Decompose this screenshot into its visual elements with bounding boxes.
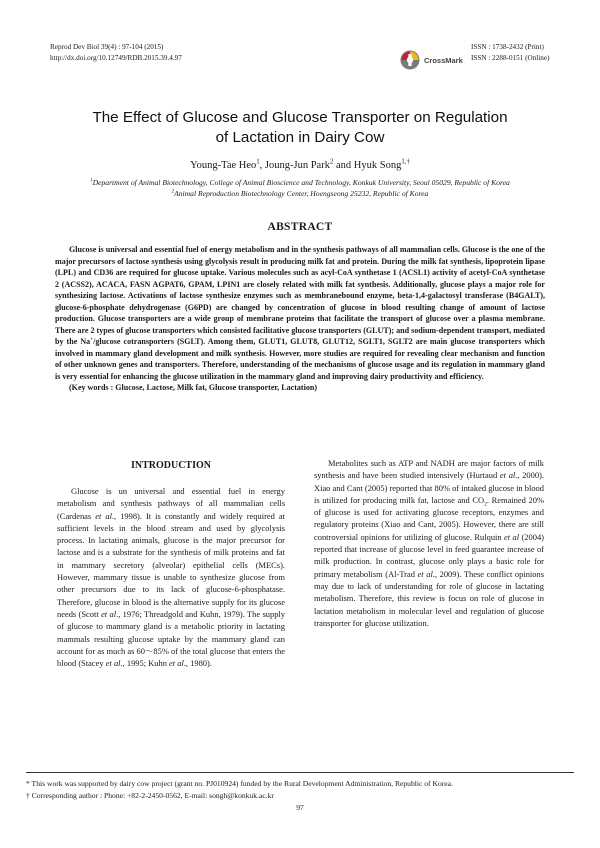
et-al-italic: et al bbox=[95, 510, 112, 521]
author-3-name: Hyuk Song bbox=[353, 160, 402, 171]
et-al-italic: et al bbox=[169, 658, 184, 669]
issn-print: ISSN : 1738-2432 (Print) bbox=[471, 43, 544, 51]
paper-title bbox=[40, 108, 560, 148]
footnote-mark: † bbox=[26, 791, 30, 800]
author-separator-2: and bbox=[333, 160, 354, 171]
text-run: . Remained 20% of glucose is used for activating glucose receptors, enzymes and regulatory proteins (Xiao and Cant, 2005). However, there are still controversial opinions for utilizing of glucose. Rulquin bbox=[314, 494, 544, 542]
co2-subscript: 2 bbox=[484, 501, 487, 508]
issn-online: ISSN : 2288-0151 (Online) bbox=[471, 54, 550, 62]
crossmark-icon bbox=[400, 50, 420, 70]
doi-line[interactable]: http://dx.doi.org/10.12749/RDB.2015.39.4.97 bbox=[50, 54, 182, 62]
text-run: (2004) reported that increase of glucose level in feed guarantee increase of milk production. In contrast, glucose only plays a basic role for primary metabolism (Al-Trad bbox=[314, 531, 544, 579]
text-run: ., 1995; Kuhn bbox=[120, 658, 170, 669]
author-separator-1: , bbox=[259, 160, 265, 171]
footnote-corresponding bbox=[26, 790, 586, 802]
et-al-italic: et al bbox=[504, 531, 520, 542]
text-run: ., 1980). bbox=[183, 658, 212, 669]
intro-paragraph-1 bbox=[57, 485, 285, 669]
text-run: Metabolites such as ATP and NADH are major factors of milk synthesis and have been studied intensively (Hurtaud bbox=[314, 458, 544, 481]
journal-line: Reprod Dev Biol 39(4) : 97-104 (2015) bbox=[50, 43, 164, 51]
affiliation-1-text: Department of Animal Biotechnology, College of Animal Bioscience and Technology, Konkuk University, Seoul 05029, Republic of Korea bbox=[92, 178, 510, 187]
footnote-funding-text: This work was supported by dairy cow project (grant no. PJ010924) funded by the Rural Development Administration, Republic of Korea. bbox=[29, 779, 453, 788]
et-al-italic: et al bbox=[105, 658, 121, 669]
sodium-superscript: + bbox=[90, 336, 94, 343]
affiliation-1 bbox=[30, 177, 570, 188]
crossmark-label: CrossMark bbox=[424, 55, 463, 65]
introduction-heading: INTRODUCTION bbox=[130, 460, 211, 471]
journal-citation bbox=[50, 42, 182, 64]
affiliation-2-mark: 2 bbox=[171, 189, 175, 195]
issn-block bbox=[471, 42, 549, 64]
author-list bbox=[40, 160, 560, 171]
text-run: Glucose is un universal and essential fuel in energy metabolism and synthesis pathways of all mammalian cells (Cardenas bbox=[57, 486, 285, 521]
abstract-text-part-1: Glucose is universal and essential fuel of energy metabolism and in the synthesis pathways of all mammalian cells. Glucose is the one of the major precursors of lactose synthesis using glycolysis result in producing milk fat and protein. During the milk fat synthesis, lipoprotein lipase (LPL) and CD36 are required for glucose uptake. Various molecules such as acyl-CoA synthetase 1 (ACSL1) activity of acetyl-CoA synthetase 2 (ACSS2), ACACA, FASN AGPAT6, GPAM, LPIN1 are closely related with milk fat synthesis. Additionally, glucose plays a major role for synthesizing lactose. Activations of lactose synthesize enzymes such as membranebound enzyme, beta-1,4-galactosyl transferase (B4GALT), glucose-6-phosphate dehydrogenase (G6PD) are changed by concentration of glucose in blood resulting change of amount of lactose production. Glucose transporters are a wide group of membrane proteins that facilitate the transport of glucose over a plasma membrane. There are 2 types of glucose transporters which consisted facilitative glucose transporters (GLUT); and sodium-dependent transport, mediated by the Na bbox=[55, 245, 545, 346]
affiliation-2 bbox=[30, 188, 570, 199]
abstract-heading: ABSTRACT bbox=[267, 221, 333, 233]
affiliation-1-mark: 1 bbox=[90, 178, 93, 184]
author-1-name: Young-Tae Heo bbox=[190, 160, 257, 171]
left-column bbox=[57, 458, 285, 669]
author-1-affil-mark: 1 bbox=[256, 158, 260, 166]
text-run: ., 2000). Xiao and Cant (2005) reported that 80% of intaked glucose in blood is utilized for producing milk fat, lactose and CO bbox=[314, 470, 544, 505]
abstract-text-part-2: /glucose cotransporters (SGLT). Among them, GLUT1, GLUT8, GLUT12, SGLT1, SGLT2 are main glucose transporters which involved in mammary gland development and milk synthesis. However, more studies are required for revealing clear mechanism and function of other unknown genes and transporters. Therefore, understanding of the mechanisms of glucose usage and its regulation in mammary gland is very essential for enhancing the glucose utilization in the mammary gland and improving dairy productivity and efficiency. bbox=[55, 337, 545, 381]
footnote-funding bbox=[26, 778, 586, 790]
affiliation-2-text: Animal Reproduction Biotechnology Center, Hoengseong 25232, Republic of Korea bbox=[174, 189, 429, 198]
footnote-divider bbox=[26, 772, 574, 773]
et-al-italic: et al bbox=[101, 608, 117, 619]
text-run: ., 1976; Threadgold and Kuhn, 1979). The supply of glucose to mammary gland is a metabolic priority in lactating mammals resulting glucose uptake by the mammary gland can account for as much as 60～85% of the total glucose that enters the blood (Stacey bbox=[57, 608, 285, 669]
footnote-mark: * bbox=[26, 779, 30, 788]
author-3-affil-mark: 1,† bbox=[401, 158, 410, 166]
page-number: 97 bbox=[296, 803, 304, 812]
et-al-italic: et al bbox=[417, 568, 433, 579]
intro-paragraph-2 bbox=[314, 457, 544, 629]
keywords-line: (Key words : Glucose, Lactose, Milk fat, Glucose transporter, Lactation) bbox=[69, 383, 318, 392]
footnote-corresponding-text[interactable]: Corresponding author : Phone: +82-2-2450-0562, E-mail: songh@konkuk.ac.kr bbox=[29, 791, 274, 800]
title-line-1: The Effect of Glucose and Glucose Transporter on Regulation bbox=[92, 109, 508, 126]
right-column bbox=[314, 457, 544, 629]
abstract-body bbox=[55, 244, 545, 394]
author-2-name: Joung-Jun Park bbox=[264, 160, 330, 171]
footnotes bbox=[26, 778, 586, 802]
text-run: ., 1998). It is constantly and widely required at sufficient levels in the blood stream and used by glycolysis process. In lactating animals, glucose is the major precursor for lactose and is a substrate for the synthesis of milk proteins and fat in mammary secretory (alveolar) epithelial cells (MECs). However, mammary tissue is unable to synthesize glucose from other precursors due to its lack of glucose-6-phosphatase. Therefore, glucose in blood is the alternative supply for its glucose needs (Scott bbox=[57, 510, 285, 619]
abstract-paragraph bbox=[55, 244, 545, 382]
author-2-affil-mark: 2 bbox=[329, 158, 334, 166]
title-line-2: of Lactation in Dairy Cow bbox=[215, 129, 385, 146]
crossmark-badge[interactable] bbox=[400, 50, 463, 70]
affiliations bbox=[30, 177, 570, 199]
et-al-italic: et al bbox=[499, 470, 516, 481]
text-run: ., 2009). These conflict opinions may due to lack of understanding for role of glucose in lactating metabolism. Therefore, this review is focus on role of glucose in lactation metabolism in molecular level and regulation of glucose transporter for glucose utilization. bbox=[314, 568, 544, 628]
